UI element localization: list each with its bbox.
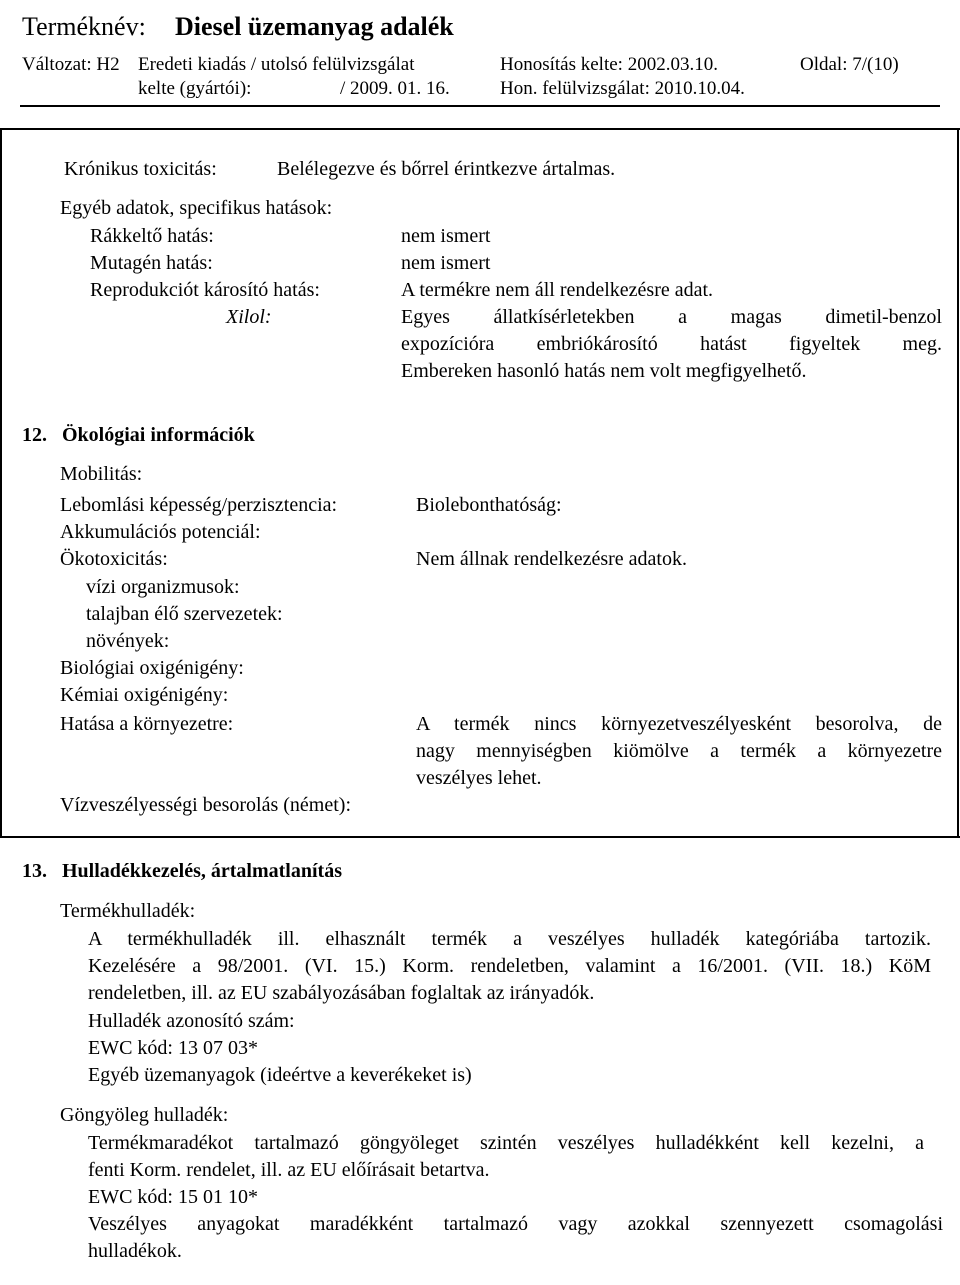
ecotox-value: Nem állnak rendelkezésre adatok.: [416, 548, 687, 570]
xylol-text-2: expozícióra embriókárosító hatást figyeltek meg.: [401, 333, 942, 355]
version: Változat: H2: [22, 54, 120, 75]
box-right-border: [957, 128, 959, 838]
ecotox-label: Ökotoxicitás:: [60, 548, 168, 570]
packaging-waste-text-1: Termékmaradékot tartalmazó göngyöleget szintén veszélyes hulladékként kell kezelni, a: [88, 1132, 924, 1154]
xylol-text-3: Embereken hasonló hatás nem volt megfigyelhető.: [401, 360, 807, 382]
page-number: Oldal: 7/(10): [800, 54, 899, 75]
packaging-waste-label: Göngyöleg hulladék:: [60, 1104, 229, 1126]
carcinogenic-label: Rákkeltő hatás:: [90, 225, 214, 247]
mutagenic-label: Mutagén hatás:: [90, 252, 213, 274]
issue-label-2: kelte (gyártói):: [138, 78, 252, 99]
product-waste-label: Termékhulladék:: [60, 900, 196, 922]
degradation-label: Lebomlási képesség/perzisztencia:: [60, 494, 338, 516]
plants-label: növények:: [86, 630, 170, 652]
reproductive-value: A termékre nem áll rendelkezésre adat.: [401, 279, 714, 301]
ewc-code-1: EWC kód: 13 07 03*: [88, 1037, 258, 1059]
degradation-value: Biolebonthatóság:: [416, 494, 562, 516]
issue-label: Eredeti kiadás / utolsó felülvizsgálat: [138, 54, 415, 75]
product-waste-text-2: Kezelésére a 98/2001. (VI. 15.) Korm. rendeletben, valamint a 16/2001. (VII. 18.) KöM: [88, 955, 931, 977]
section-12-number: 12.: [22, 424, 47, 446]
section-12-title: Ökológiai információk: [62, 424, 255, 446]
section-13-number: 13.: [22, 860, 47, 882]
ewc-code-2: EWC kód: 15 01 10*: [88, 1186, 258, 1208]
accumulation-label: Akkumulációs potenciál:: [60, 521, 261, 543]
product-name-label: Terméknév:: [22, 12, 146, 41]
chronic-tox-value: Belélegezve és bőrrel érintkezve ártalmas.: [277, 158, 616, 180]
product-waste-text-3: rendeletben, ill. az EU szabályozásában foglaltak az irányadók.: [88, 982, 595, 1004]
section-13-title: Hulladékkezelés, ártalmatlanítás: [62, 860, 342, 882]
env-effect-text-1: A termék nincs környezetveszélyesként besorolva, de: [416, 713, 942, 735]
packaging-waste-text-4: hulladékok.: [88, 1240, 182, 1262]
box-bottom-border: [0, 836, 960, 838]
env-effect-text-3: veszélyes lehet.: [416, 767, 542, 789]
env-effect-label: Hatása a környezetre:: [60, 713, 234, 735]
soil-label: talajban élő szervezetek:: [86, 603, 283, 625]
issue-date: / 2009. 01. 16.: [340, 78, 450, 99]
cod-label: Kémiai oxigénigény:: [60, 684, 229, 706]
ewc-code-1-desc: Egyéb üzemanyagok (ideértve a keverékeket is): [88, 1064, 472, 1086]
product-name: Diesel üzemanyag adalék: [175, 12, 454, 41]
mutagenic-value: nem ismert: [401, 252, 491, 274]
xylol-text-1: Egyes állatkísérletekben a magas dimetil-benzol: [401, 306, 942, 328]
other-data-label: Egyéb adatok, specifikus hatások:: [60, 197, 333, 219]
packaging-waste-text-2: fenti Korm. rendelet, ill. az EU előírásait betartva.: [88, 1159, 490, 1181]
box-top-border: [0, 128, 960, 130]
carcinogenic-value: nem ismert: [401, 225, 491, 247]
wgk-label: Vízveszélyességi besorolás (német):: [60, 794, 352, 816]
header-divider: [20, 105, 940, 107]
xylol-label: Xilol:: [226, 306, 272, 328]
box-left-border: [0, 128, 2, 838]
packaging-waste-text-3: Veszélyes anyagokat maradékként tartalmazó vagy azokkal szennyezett csomagolási: [88, 1213, 943, 1235]
bod-label: Biológiai oxigénigény:: [60, 657, 244, 679]
product-waste-text-1: A termékhulladék ill. elhasznált termék a veszélyes hulladék kategóriába tartozik.: [88, 928, 931, 950]
reproductive-label: Reprodukciót károsító hatás:: [90, 279, 320, 301]
waste-id-label: Hulladék azonosító szám:: [88, 1010, 295, 1032]
hon-date: Honosítás kelte: 2002.03.10.: [500, 54, 718, 75]
mobility-label: Mobilitás:: [60, 463, 143, 485]
hon-review: Hon. felülvizsgálat: 2010.10.04.: [500, 78, 745, 99]
env-effect-text-2: nagy mennyiségben kiömölve a termék a környezetre: [416, 740, 942, 762]
chronic-tox-label: Krónikus toxicitás:: [64, 158, 217, 180]
aquatic-label: vízi organizmusok:: [86, 576, 240, 598]
